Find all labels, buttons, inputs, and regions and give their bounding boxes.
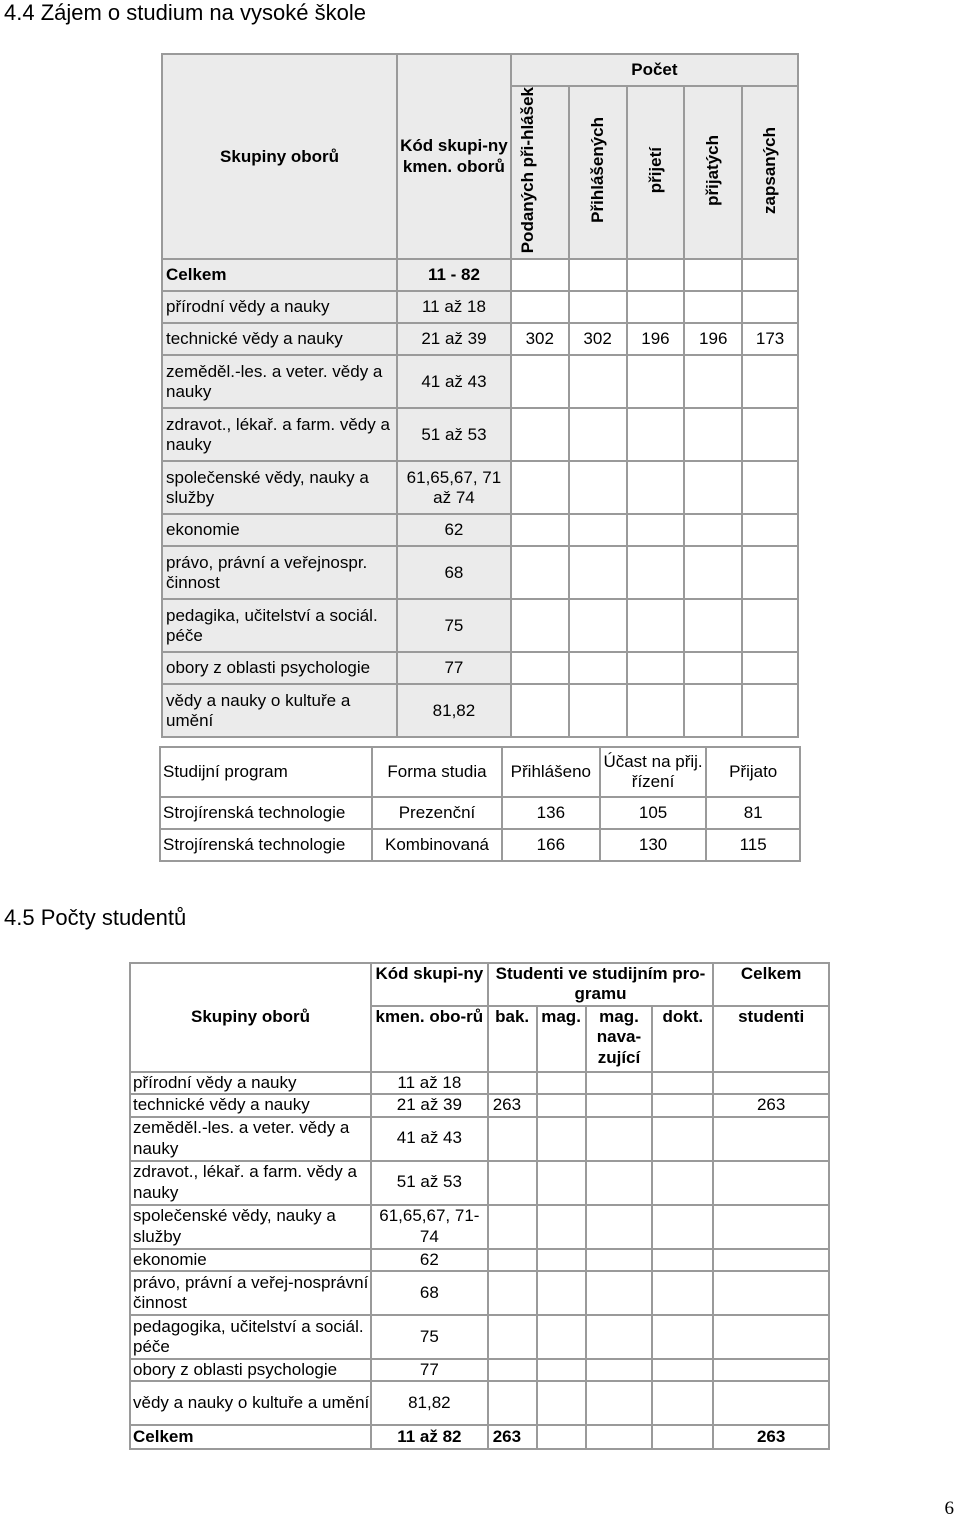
group-cell: zdravot., lékař. a farm. vědy a nauky [130, 1161, 371, 1205]
group-cell: pedagogika, učitelství a sociál. péče [130, 1315, 371, 1359]
value-cell [569, 599, 627, 652]
group-cell: technické vědy a nauky [162, 323, 397, 355]
value-cell [569, 355, 627, 408]
group-cell: přírodní vědy a nauky [130, 1072, 371, 1094]
header-count: Počet [511, 54, 798, 86]
value-cell [627, 461, 685, 514]
value-cell [684, 408, 742, 461]
group-cell: Celkem [130, 1425, 371, 1449]
group-cell: zdravot., lékař. a farm. vědy a nauky [162, 408, 397, 461]
value-cell [488, 1381, 537, 1425]
value-cell [627, 355, 685, 408]
value-cell [586, 1249, 653, 1271]
students-header-row-1 [130, 963, 829, 1006]
code-cell: 41 až 43 [397, 355, 511, 408]
group-cell: vědy a nauky o kultuře a umění [162, 684, 397, 737]
section-title-interest: 4.4 Zájem o studium na vysoké škole [4, 0, 366, 25]
code-cell: 21 až 39 [397, 323, 511, 355]
group-cell: pedagika, učitelství a sociál. péče [162, 599, 397, 652]
code-cell: 75 [397, 599, 511, 652]
program-cell: 81 [706, 797, 800, 829]
total-cell: 263 [713, 1094, 829, 1116]
value-cell [488, 1249, 537, 1271]
value-cell [742, 461, 798, 514]
code-cell: 11 až 18 [397, 291, 511, 323]
value-cell [742, 546, 798, 599]
group-cell: společenské vědy, nauky a služby [130, 1205, 371, 1249]
value-cell [742, 514, 798, 546]
code-cell: 68 [371, 1271, 488, 1315]
group-cell: právo, právní a veřejnospr. činnost [162, 546, 397, 599]
table-row [162, 599, 798, 652]
value-cell: 173 [742, 323, 798, 355]
value-cell [627, 599, 685, 652]
value-cell [684, 652, 742, 684]
value-cell [742, 408, 798, 461]
program-table [159, 746, 801, 862]
code-cell: 68 [397, 546, 511, 599]
value-cell [652, 1117, 713, 1161]
header-form: Forma studia [372, 747, 502, 797]
table-row [162, 323, 798, 355]
total-cell [713, 1205, 829, 1249]
value-cell [586, 1381, 653, 1425]
value-cell [537, 1315, 586, 1359]
table-row [130, 1359, 829, 1381]
value-cell [742, 355, 798, 408]
group-cell: ekonomie [162, 514, 397, 546]
header-col-follow-up-master: mag. nava-zující [586, 1006, 653, 1072]
value-cell [652, 1249, 713, 1271]
group-cell: technické vědy a nauky [130, 1094, 371, 1116]
table-row [162, 652, 798, 684]
value-cell [652, 1072, 713, 1094]
value-cell [586, 1425, 653, 1449]
header-col-enrolled: zapsaných [760, 126, 780, 214]
value-cell [537, 1205, 586, 1249]
value-cell [742, 684, 798, 737]
code-cell: 61,65,67, 71 až 74 [397, 461, 511, 514]
value-cell [742, 291, 798, 323]
value-cell [652, 1161, 713, 1205]
table-row [162, 259, 798, 291]
group-cell: ekonomie [130, 1249, 371, 1271]
value-cell [488, 1315, 537, 1359]
table-row [162, 514, 798, 546]
value-cell: 302 [511, 323, 569, 355]
header-participation: Účast na přij. řízení [600, 747, 707, 797]
header-col-applications: Podaných při-hlášek [517, 87, 537, 254]
program-cell: 136 [502, 797, 600, 829]
value-cell [511, 684, 569, 737]
value-cell [627, 514, 685, 546]
value-cell [537, 1161, 586, 1205]
total-cell [713, 1072, 829, 1094]
header-code-top: Kód skupi-ny [371, 963, 488, 1006]
value-cell [652, 1315, 713, 1359]
code-cell: 51 až 53 [397, 408, 511, 461]
code-cell: 11 - 82 [397, 259, 511, 291]
value-cell [627, 259, 685, 291]
total-row [130, 1425, 829, 1449]
value-cell [569, 259, 627, 291]
code-cell: 11 až 82 [371, 1425, 488, 1449]
header-total-bottom: studenti [713, 1006, 829, 1072]
value-cell [586, 1315, 653, 1359]
header-groups: Skupiny oborů [162, 54, 397, 259]
header-col-admission: přijetí [645, 146, 665, 194]
total-cell [713, 1117, 829, 1161]
value-cell [569, 514, 627, 546]
value-cell [537, 1249, 586, 1271]
header-accepted: Přijato [706, 747, 800, 797]
value-cell [511, 652, 569, 684]
value-cell [569, 652, 627, 684]
value-cell [586, 1094, 653, 1116]
program-cell: Strojírenská technologie [160, 797, 372, 829]
value-cell [511, 408, 569, 461]
table-row [162, 546, 798, 599]
table-row [130, 1072, 829, 1094]
value-cell [684, 259, 742, 291]
program-cell: Prezenční [372, 797, 502, 829]
value-cell [569, 684, 627, 737]
page-number: 6 [944, 1498, 954, 1519]
value-cell [742, 652, 798, 684]
header-code: Kód skupi-ny kmen. oborů [397, 54, 511, 259]
value-cell [586, 1161, 653, 1205]
table-row [130, 1315, 829, 1359]
value-cell [537, 1094, 586, 1116]
table-row [162, 684, 798, 737]
value-cell [511, 259, 569, 291]
value-cell [684, 461, 742, 514]
header-col-registered: Přihlášených [587, 117, 607, 224]
program-cell: 130 [600, 829, 707, 861]
code-cell: 11 až 18 [371, 1072, 488, 1094]
value-cell [652, 1271, 713, 1315]
value-cell [627, 546, 685, 599]
value-cell [488, 1072, 537, 1094]
program-cell: 105 [600, 797, 707, 829]
value-cell [537, 1381, 586, 1425]
value-cell [569, 291, 627, 323]
section-title-students: 4.5 Počty studentů [4, 905, 187, 930]
code-cell: 21 až 39 [371, 1094, 488, 1116]
program-cell: 166 [502, 829, 600, 861]
table-row [130, 1249, 829, 1271]
value-cell [684, 546, 742, 599]
table-row [130, 1271, 829, 1315]
value-cell [684, 355, 742, 408]
value-cell [511, 291, 569, 323]
value-cell [488, 1205, 537, 1249]
value-cell [511, 355, 569, 408]
total-cell [713, 1161, 829, 1205]
total-cell: 263 [713, 1425, 829, 1449]
value-cell [488, 1117, 537, 1161]
value-cell [627, 684, 685, 737]
header-col-master: mag. [537, 1006, 586, 1072]
value-cell: 302 [569, 323, 627, 355]
table-row [130, 1381, 829, 1425]
value-cell [684, 599, 742, 652]
value-cell: 263 [488, 1094, 537, 1116]
header-total-top: Celkem [713, 963, 829, 1006]
code-cell: 81,82 [397, 684, 511, 737]
table-row [162, 291, 798, 323]
code-cell: 51 až 53 [371, 1161, 488, 1205]
value-cell [537, 1271, 586, 1315]
header-col-admitted: přijatých [703, 134, 723, 206]
value-cell [488, 1271, 537, 1315]
table-row [162, 408, 798, 461]
value-cell [684, 291, 742, 323]
value-cell: 263 [488, 1425, 537, 1449]
value-cell [684, 514, 742, 546]
value-cell: 196 [627, 323, 685, 355]
value-cell [511, 514, 569, 546]
group-cell: právo, právní a veřej-nosprávní činnost [130, 1271, 371, 1315]
value-cell [511, 599, 569, 652]
value-cell [684, 684, 742, 737]
value-cell [652, 1205, 713, 1249]
header-groups-2: Skupiny oborů [130, 963, 371, 1072]
value-cell [569, 546, 627, 599]
code-cell: 77 [397, 652, 511, 684]
value-cell [537, 1425, 586, 1449]
code-cell: 81,82 [371, 1381, 488, 1425]
group-cell: společenské vědy, nauky a služby [162, 461, 397, 514]
code-cell: 75 [371, 1315, 488, 1359]
header-program: Studijní program [160, 747, 372, 797]
value-cell [537, 1072, 586, 1094]
header-col-bachelor: bak. [488, 1006, 537, 1072]
value-cell [537, 1359, 586, 1381]
header-program-students: Studenti ve studijním pro-gramu [488, 963, 714, 1006]
value-cell: 196 [684, 323, 742, 355]
code-cell: 77 [371, 1359, 488, 1381]
value-cell [586, 1359, 653, 1381]
interest-table [161, 53, 799, 738]
total-cell [713, 1271, 829, 1315]
value-cell [627, 652, 685, 684]
value-cell [652, 1381, 713, 1425]
value-cell [627, 291, 685, 323]
table-row [130, 1094, 829, 1116]
value-cell [569, 461, 627, 514]
program-header-row [160, 747, 800, 797]
value-cell [652, 1425, 713, 1449]
header-registered: Přihlášeno [502, 747, 600, 797]
value-cell [586, 1117, 653, 1161]
table-row [130, 1161, 829, 1205]
value-cell [586, 1072, 653, 1094]
group-cell: zeměděl.-les. a veter. vědy a nauky [162, 355, 397, 408]
table-row [130, 1117, 829, 1161]
value-cell [652, 1094, 713, 1116]
value-cell [511, 546, 569, 599]
code-cell: 62 [397, 514, 511, 546]
total-cell [713, 1315, 829, 1359]
value-cell [488, 1359, 537, 1381]
group-cell: Celkem [162, 259, 397, 291]
value-cell [742, 259, 798, 291]
group-cell: obory z oblasti psychologie [162, 652, 397, 684]
value-cell [511, 461, 569, 514]
value-cell [488, 1161, 537, 1205]
group-cell: zeměděl.-les. a veter. vědy a nauky [130, 1117, 371, 1161]
table-row [130, 1205, 829, 1249]
code-cell: 62 [371, 1249, 488, 1271]
table-row [162, 355, 798, 408]
table-row [162, 461, 798, 514]
group-cell: vědy a nauky o kultuře a umění [130, 1381, 371, 1425]
value-cell [537, 1117, 586, 1161]
value-cell [742, 599, 798, 652]
value-cell [586, 1205, 653, 1249]
code-cell: 41 až 43 [371, 1117, 488, 1161]
group-cell: obory z oblasti psychologie [130, 1359, 371, 1381]
value-cell [586, 1271, 653, 1315]
total-cell [713, 1359, 829, 1381]
header-col-doctoral: dokt. [652, 1006, 713, 1072]
table-row [160, 797, 800, 829]
total-cell [713, 1381, 829, 1425]
group-cell: přírodní vědy a nauky [162, 291, 397, 323]
value-cell [569, 408, 627, 461]
program-cell: 115 [706, 829, 800, 861]
program-cell: Kombinovaná [372, 829, 502, 861]
value-cell [652, 1359, 713, 1381]
program-cell: Strojírenská technologie [160, 829, 372, 861]
table-row [160, 829, 800, 861]
value-cell [627, 408, 685, 461]
code-cell: 61,65,67, 71-74 [371, 1205, 488, 1249]
students-table [129, 962, 830, 1450]
total-cell [713, 1249, 829, 1271]
header-code-bottom: kmen. obo-rů [371, 1006, 488, 1072]
